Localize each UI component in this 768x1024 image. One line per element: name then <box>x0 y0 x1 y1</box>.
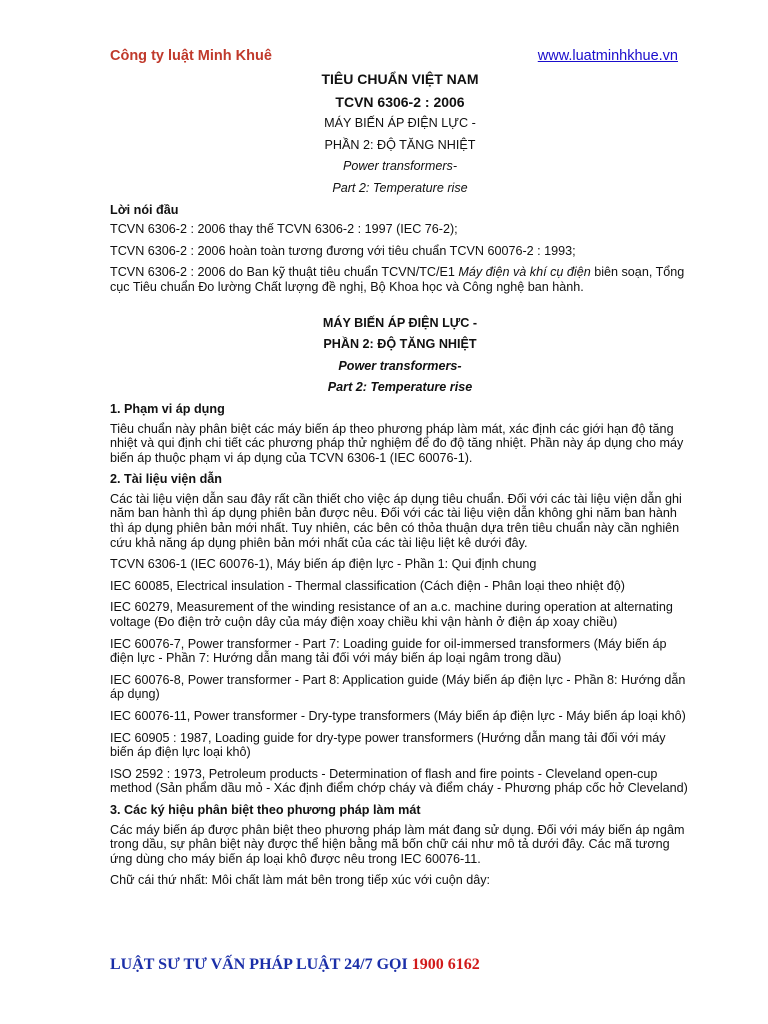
doc-name-vi-2: PHẦN 2: ĐỘ TĂNG NHIỆT <box>324 137 476 152</box>
section-2-heading: 2. Tài liệu viện dẫn <box>110 472 222 487</box>
website-link[interactable]: www.luatminhkhue.vn <box>537 48 678 64</box>
foreword-3-committee-name: Máy điện và khí cụ điện <box>458 265 591 280</box>
subtitle-en-1: Power transformers- <box>338 358 462 373</box>
reference-item: TCVN 6306-1 (IEC 60076-1), Máy biến áp điện lực - Phần 1: Qui định chung <box>110 557 537 572</box>
reference-item: IEC 60076-8, Power transformer - Part 8: Application guide (Máy biến áp điện lực - Phần 8: Hướng dẫn áp dụng) <box>110 672 686 702</box>
section-2-body: Các tài liệu viện dẫn sau đây rất cần thiết cho việc áp dụng tiêu chuẩn. Đối với các tài liệu viện dẫn ghi năm ban hành thì áp dụng phiên bản được nêu. Đối với các tài liệu viện dẫn không ghi năm ban hành thì áp dụng phiên bản mới nhất. Tuy nhiên, các bên có thỏa thuận dựa trên tiêu chuẩn này cần nghiên cứu khả năng áp dụng phiên bản mới nhất của các tài liệu liệt kê dưới đây. <box>110 491 682 550</box>
standard-code: TCVN 6306-2 : 2006 <box>335 93 465 110</box>
foreword-line-2: TCVN 6306-2 : 2006 hoàn toàn tương đương với tiêu chuẩn TCVN 60076-2 : 1993; <box>110 243 576 258</box>
section-1-body: Tiêu chuẩn này phân biệt các máy biến áp theo phương pháp làm mát, xác định các giới hạn độ tăng nhiệt và qui định chi tiết các phương pháp thử nghiệm để đo độ tăng nhiệt. Phần này áp dụng cho máy biến áp thuộc phạm vi áp dụng của TCVN 6306-1 (IEC 60076-1). <box>110 421 684 465</box>
footer-phone[interactable]: 1900 6162 <box>411 956 480 973</box>
section-1-heading: 1. Phạm vi áp dụng <box>110 401 225 416</box>
standard-title: TIÊU CHUẨN VIỆT NAM <box>321 71 479 87</box>
doc-name-en-1: Power transformers- <box>342 159 458 174</box>
foreword-line-1: TCVN 6306-2 : 2006 thay thế TCVN 6306-2 : 1997 (IEC 76-2); <box>110 222 458 237</box>
subtitle-vi-2: PHẦN 2: ĐỘ TĂNG NHIỆT <box>323 337 477 352</box>
reference-item: IEC 60076-7, Power transformer - Part 7: Loading guide for oil-immersed transformers (Máy biến áp điện lực - Phần 7: Hướng dẫn mang tải đối với máy biến áp loại ngâm trong dầu) <box>110 636 667 666</box>
reference-item: IEC 60905 : 1987, Loading guide for dry-type power transformers (Hướng dẫn mang tải đối với máy biến áp điện lực loại khô) <box>110 730 666 760</box>
company-name: Công ty luật Minh Khuê <box>110 48 272 64</box>
foreword-3-part-a: TCVN 6306-2 : 2006 do Ban kỹ thuật tiêu chuẩn TCVN/TC/E1 <box>110 265 459 280</box>
doc-name-en-2: Part 2: Temperature rise <box>332 180 468 195</box>
foreword-heading: Lời nói đầu <box>110 202 179 217</box>
reference-item: IEC 60076-11, Power transformer - Dry-type transformers (Máy biến áp điện lực - Máy biến áp loại khô) <box>110 709 686 723</box>
reference-item: IEC 60279, Measurement of the winding resistance of an a.c. machine during operation at alternating voltage (Đo điện trở cuộn dây của máy điện xoay chiều khi vận hành ở điện áp xoay chiều) <box>110 600 673 630</box>
foreword-3-part-c: biên soạn, Tổng cục Tiêu chuẩn Đo lường Chất lượng đề nghị, Bộ Khoa học và Công nghệ ban hành. <box>110 265 685 294</box>
subtitle-vi-1: MÁY BIẾN ÁP ĐIỆN LỰC - <box>322 315 478 330</box>
footer-text: LUẬT SƯ TƯ VẤN PHÁP LUẬT 24/7 GỌI <box>110 956 412 973</box>
section-3-heading: 3. Các ký hiệu phân biệt theo phương pháp làm mát <box>110 802 421 817</box>
foreword-line-3 <box>110 265 690 294</box>
subtitle-en-2: Part 2: Temperature rise <box>327 380 473 395</box>
document-body <box>110 72 690 895</box>
footer-banner <box>110 956 480 974</box>
section-3-body: Các máy biến áp được phân biệt theo phương pháp làm mát đang sử dụng. Đối với máy biến áp ngâm trong dầu, sự phân biệt này được thể hiện bằng mã bốn chữ cái như mô tả dưới đây. Các mã tương ứng dùng cho máy biến áp loại khô được nêu trong IEC 60076-11. <box>110 822 685 866</box>
doc-name-vi-1: MÁY BIẾN ÁP ĐIỆN LỰC - <box>324 116 476 131</box>
reference-item: IEC 60085, Electrical insulation - Thermal classification (Cách điện - Phân loại theo nhiệt độ) <box>110 578 625 593</box>
section-3-line: Chữ cái thứ nhất: Môi chất làm mát bên trong tiếp xúc với cuộn dây: <box>110 873 491 888</box>
reference-item: ISO 2592 : 1973, Petroleum products - Determination of flash and fire points - Cleveland open-cup method (Sản phẩm dầu mỏ - Xác định điểm chớp cháy và điểm cháy - Phương pháp cốc hở Cleveland) <box>110 766 688 796</box>
page-header <box>110 48 678 68</box>
